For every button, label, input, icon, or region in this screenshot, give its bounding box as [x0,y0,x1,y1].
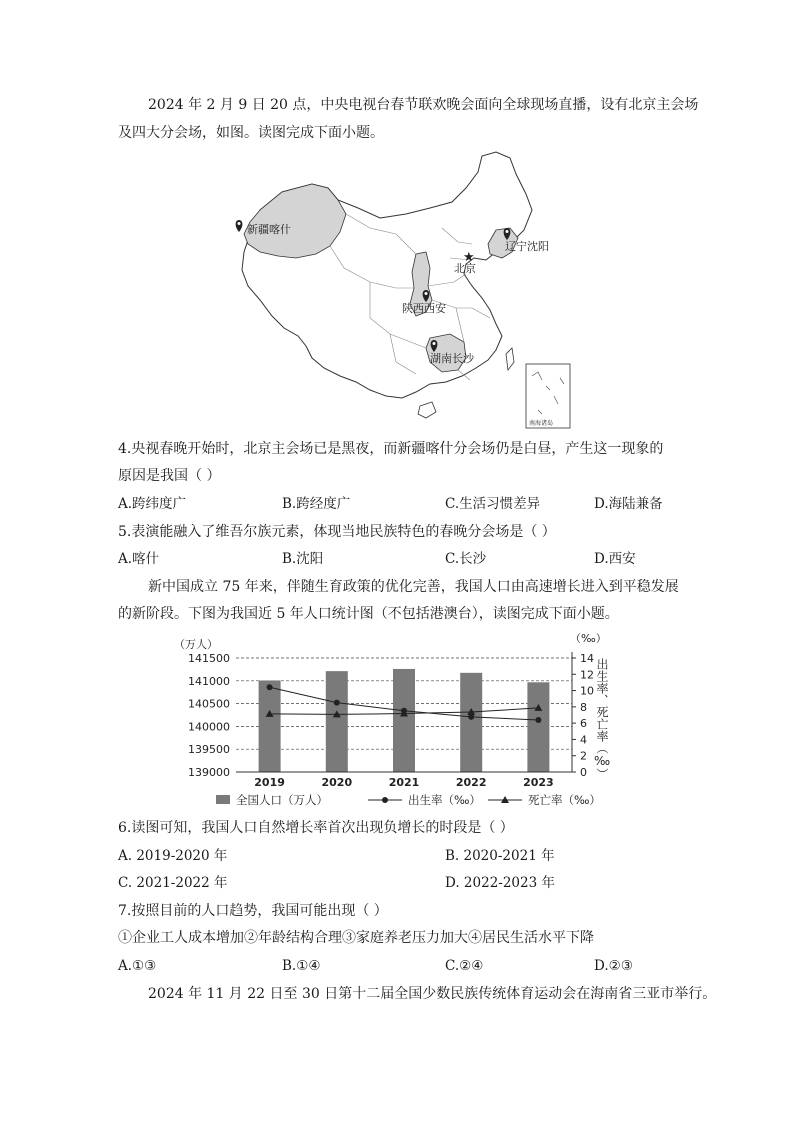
right-tick-label: 12 [580,668,594,682]
x-tick-label: 2023 [523,776,554,789]
right-tick-label: 2 [580,749,587,763]
q6-option-b[interactable]: B. 2020-2021 年 [445,848,555,864]
q4-option-b[interactable]: B.跨经度广 [282,496,351,512]
legend-birth-rate: 出生率（‰） [408,793,481,807]
population-bar-2021 [393,669,415,772]
intro2-line-2: 的新阶段。下图为我国近 5 年人口统计图（不包括港澳台），读图完成下面小题。 [118,606,619,622]
x-tick-label: 2020 [321,776,353,789]
birth-rate-point-2020 [334,700,340,706]
birth-rate-point-2019 [267,684,273,690]
q6-option-a[interactable]: A. 2019-2020 年 [118,848,228,864]
intro-paragraph-line-1: 2024 年 2 月 9 日 20 点，中央电视台春节联欢晚会面向全球现场直播，设有北京主会场 [148,97,699,113]
q6-option-d[interactable]: D. 2022-2023 年 [445,875,555,891]
population-bar-2022 [460,673,482,772]
taiwan-island [506,348,514,370]
right-tick-label: 0 [580,766,587,779]
south-china-sea-inset [526,364,570,428]
intro3-line-1: 2024 年 11 月 22 日至 30 日第十二届全国少数民族传统体育运动会在海南省三亚市举行。 [148,986,717,1002]
x-tick-label: 2021 [388,776,420,789]
q7-option-b[interactable]: B.①④ [282,958,321,974]
left-axis-ticks [188,652,230,779]
right-tick-label: 6 [580,717,587,731]
left-tick-label: 139500 [188,743,230,757]
x-tick-label: 2022 [455,776,487,789]
q6-stem: 6.读图可知，我国人口自然增长率首次出现负增长的时段是（ ） [118,820,514,836]
right-axis-ticks [572,652,594,779]
legend-population: 全国人口（万人） [236,793,328,807]
right-tick-label: 10 [580,684,594,698]
population-bar-2023 [527,682,549,772]
q7-items: ①企业工人成本增加②年龄结构合理③家庭养老压力加大④居民生活水平下降 [118,930,594,946]
left-tick-label: 141500 [188,652,230,665]
kashgar-label: 新疆喀什 [247,223,291,236]
right-tick-label: 8 [580,700,587,714]
left-tick-label: 139000 [188,766,230,779]
left-tick-label: 141000 [188,674,230,688]
hainan-island [418,402,436,418]
population-bars [259,669,550,772]
china-map [220,148,576,434]
beijing-star-icon: ★ [463,250,475,265]
china-outline [242,152,532,398]
right-axis-unit: （‰） [570,632,607,645]
q5-option-a[interactable]: A.喀什 [118,551,160,567]
legend-bar-swatch [216,795,230,804]
birth-rate-point-2023 [535,717,541,723]
kashgar-pin-icon [236,220,243,232]
q6-option-c[interactable]: C. 2021-2022 年 [118,875,228,891]
q7-option-a[interactable]: A.①③ [118,958,157,974]
legend-birth-marker-icon [382,797,388,803]
inset-label: 南海诸岛 [529,420,554,427]
q7-option-c[interactable]: C.②④ [445,958,484,974]
q4-option-c[interactable]: C.生活习惯差异 [445,496,541,512]
q4-option-d[interactable]: D.海陆兼备 [594,496,663,512]
legend-death-rate: 死亡率（‰） [528,793,601,807]
q4-stem-line-1: 4.央视春晚开始时，北京主会场已是黑夜，而新疆喀什分会场仍是白昼，产生这一现象的 [118,441,664,457]
xian-label: 陕西西安 [402,302,446,315]
beijing-label: 北京 [454,262,476,275]
left-tick-label: 140000 [188,720,230,734]
changsha-label: 湖南长沙 [430,352,474,365]
q5-option-c[interactable]: C.长沙 [445,551,487,567]
population-chart [170,628,640,810]
q4-stem-line-2: 原因是我国（ ） [118,468,221,484]
q7-option-d[interactable]: D.②③ [594,958,633,974]
left-axis-unit: （万人） [174,638,218,651]
q5-option-d[interactable]: D.西安 [594,551,636,567]
left-tick-label: 140500 [188,697,230,711]
right-tick-label: 14 [580,652,594,665]
shenyang-label: 辽宁沈阳 [505,240,549,253]
chart-legend [216,793,601,807]
q5-stem: 5.表演能融入了维吾尔族元素，体现当地民族特色的春晚分会场是（ ） [118,524,556,540]
x-axis-ticks [254,776,553,789]
population-bar-2019 [259,680,281,772]
right-axis-label: 出生率、死亡率（‰） [595,658,609,780]
q5-option-b[interactable]: B.沈阳 [282,551,324,567]
intro-paragraph-line-2: 及四大分会场，如图。读图完成下面小题。 [118,125,384,141]
q7-stem: 7.按照目前的人口趋势，我国可能出现（ ） [118,903,388,919]
intro2-line-1: 新中国成立 75 年来，伴随生育政策的优化完善，我国人口由高速增长进入到平稳发展 [148,579,679,595]
right-tick-label: 4 [580,733,587,747]
x-tick-label: 2019 [254,776,285,789]
q4-option-a[interactable]: A.跨纬度广 [118,496,187,512]
population-bar-2020 [326,671,348,772]
